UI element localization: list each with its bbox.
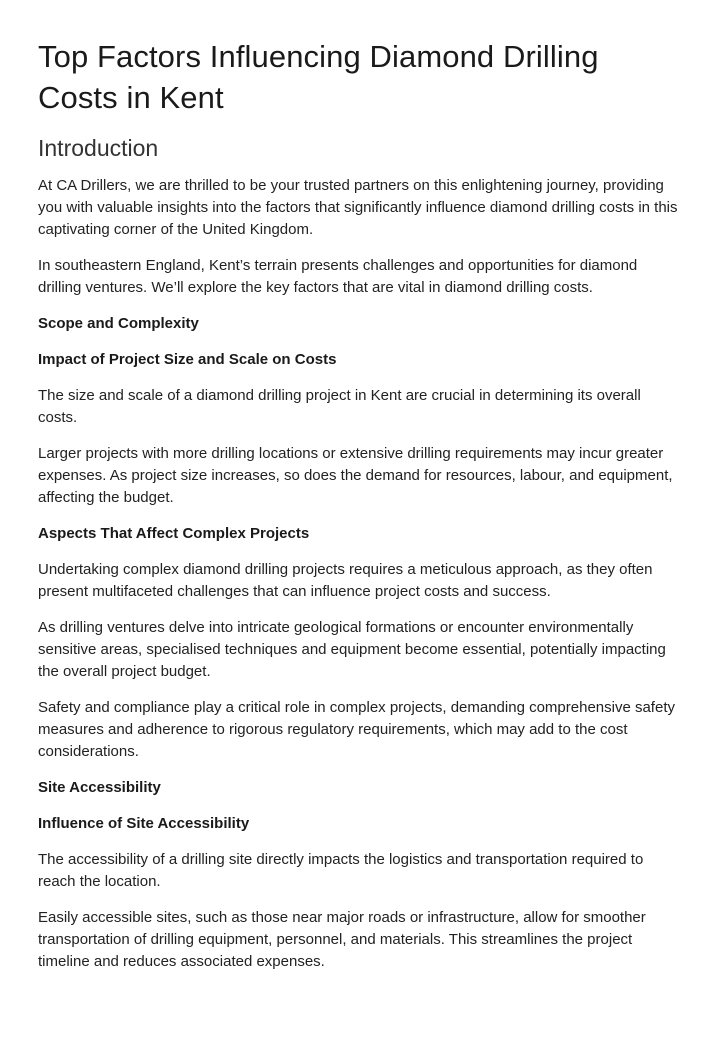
paragraph-size-2: Larger projects with more drilling locations or extensive drilling requirements may incur greater expenses. As project size increases, so does the demand for resources, labour, and equipment, affecting the budget. bbox=[38, 445, 673, 506]
subheading-project-size: Impact of Project Size and Scale on Costs bbox=[38, 351, 337, 368]
page-title: Top Factors Influencing Diamond Drilling Costs in Kent bbox=[38, 39, 599, 115]
subheading-influence-accessibility: Influence of Site Accessibility bbox=[38, 815, 250, 832]
paragraph-access-2: Easily accessible sites, such as those near major roads or infrastructure, allow for smoother transportation of drilling equipment, personnel, and materials. This streamlines the project timeline and reduces associated expenses. bbox=[38, 909, 646, 970]
paragraph-complex-1: Undertaking complex diamond drilling projects requires a meticulous approach, as they often present multifaceted challenges that can influence project costs and success. bbox=[38, 561, 653, 600]
subheading-complex-projects: Aspects That Affect Complex Projects bbox=[38, 525, 310, 542]
paragraph-complex-2: As drilling ventures delve into intricate geological formations or encounter environmentally sensitive areas, specialised techniques and equipment become essential, potentially impacting the overall project budget. bbox=[38, 619, 666, 680]
subheading-scope-complexity: Scope and Complexity bbox=[38, 315, 199, 332]
paragraph-size-1: The size and scale of a diamond drilling project in Kent are crucial in determining its overall costs. bbox=[38, 387, 641, 426]
paragraph-access-1: The accessibility of a drilling site directly impacts the logistics and transportation required to reach the location. bbox=[38, 851, 644, 890]
paragraph-complex-3: Safety and compliance play a critical role in complex projects, demanding comprehensive safety measures and adherence to rigorous regulatory requirements, which may add to the cost considerations. bbox=[38, 699, 675, 760]
section-heading-introduction: Introduction bbox=[38, 135, 159, 161]
paragraph-intro-1: At CA Drillers, we are thrilled to be your trusted partners on this enlightening journey, providing you with valuable insights into the factors that significantly influence diamond drilling costs in this captivating corner of the United Kingdom. bbox=[38, 177, 678, 238]
subheading-site-accessibility: Site Accessibility bbox=[38, 779, 161, 796]
paragraph-intro-2: In southeastern England, Kent’s terrain presents challenges and opportunities for diamond drilling ventures. We’ll explore the key factors that are vital in diamond drilling costs. bbox=[38, 257, 638, 296]
